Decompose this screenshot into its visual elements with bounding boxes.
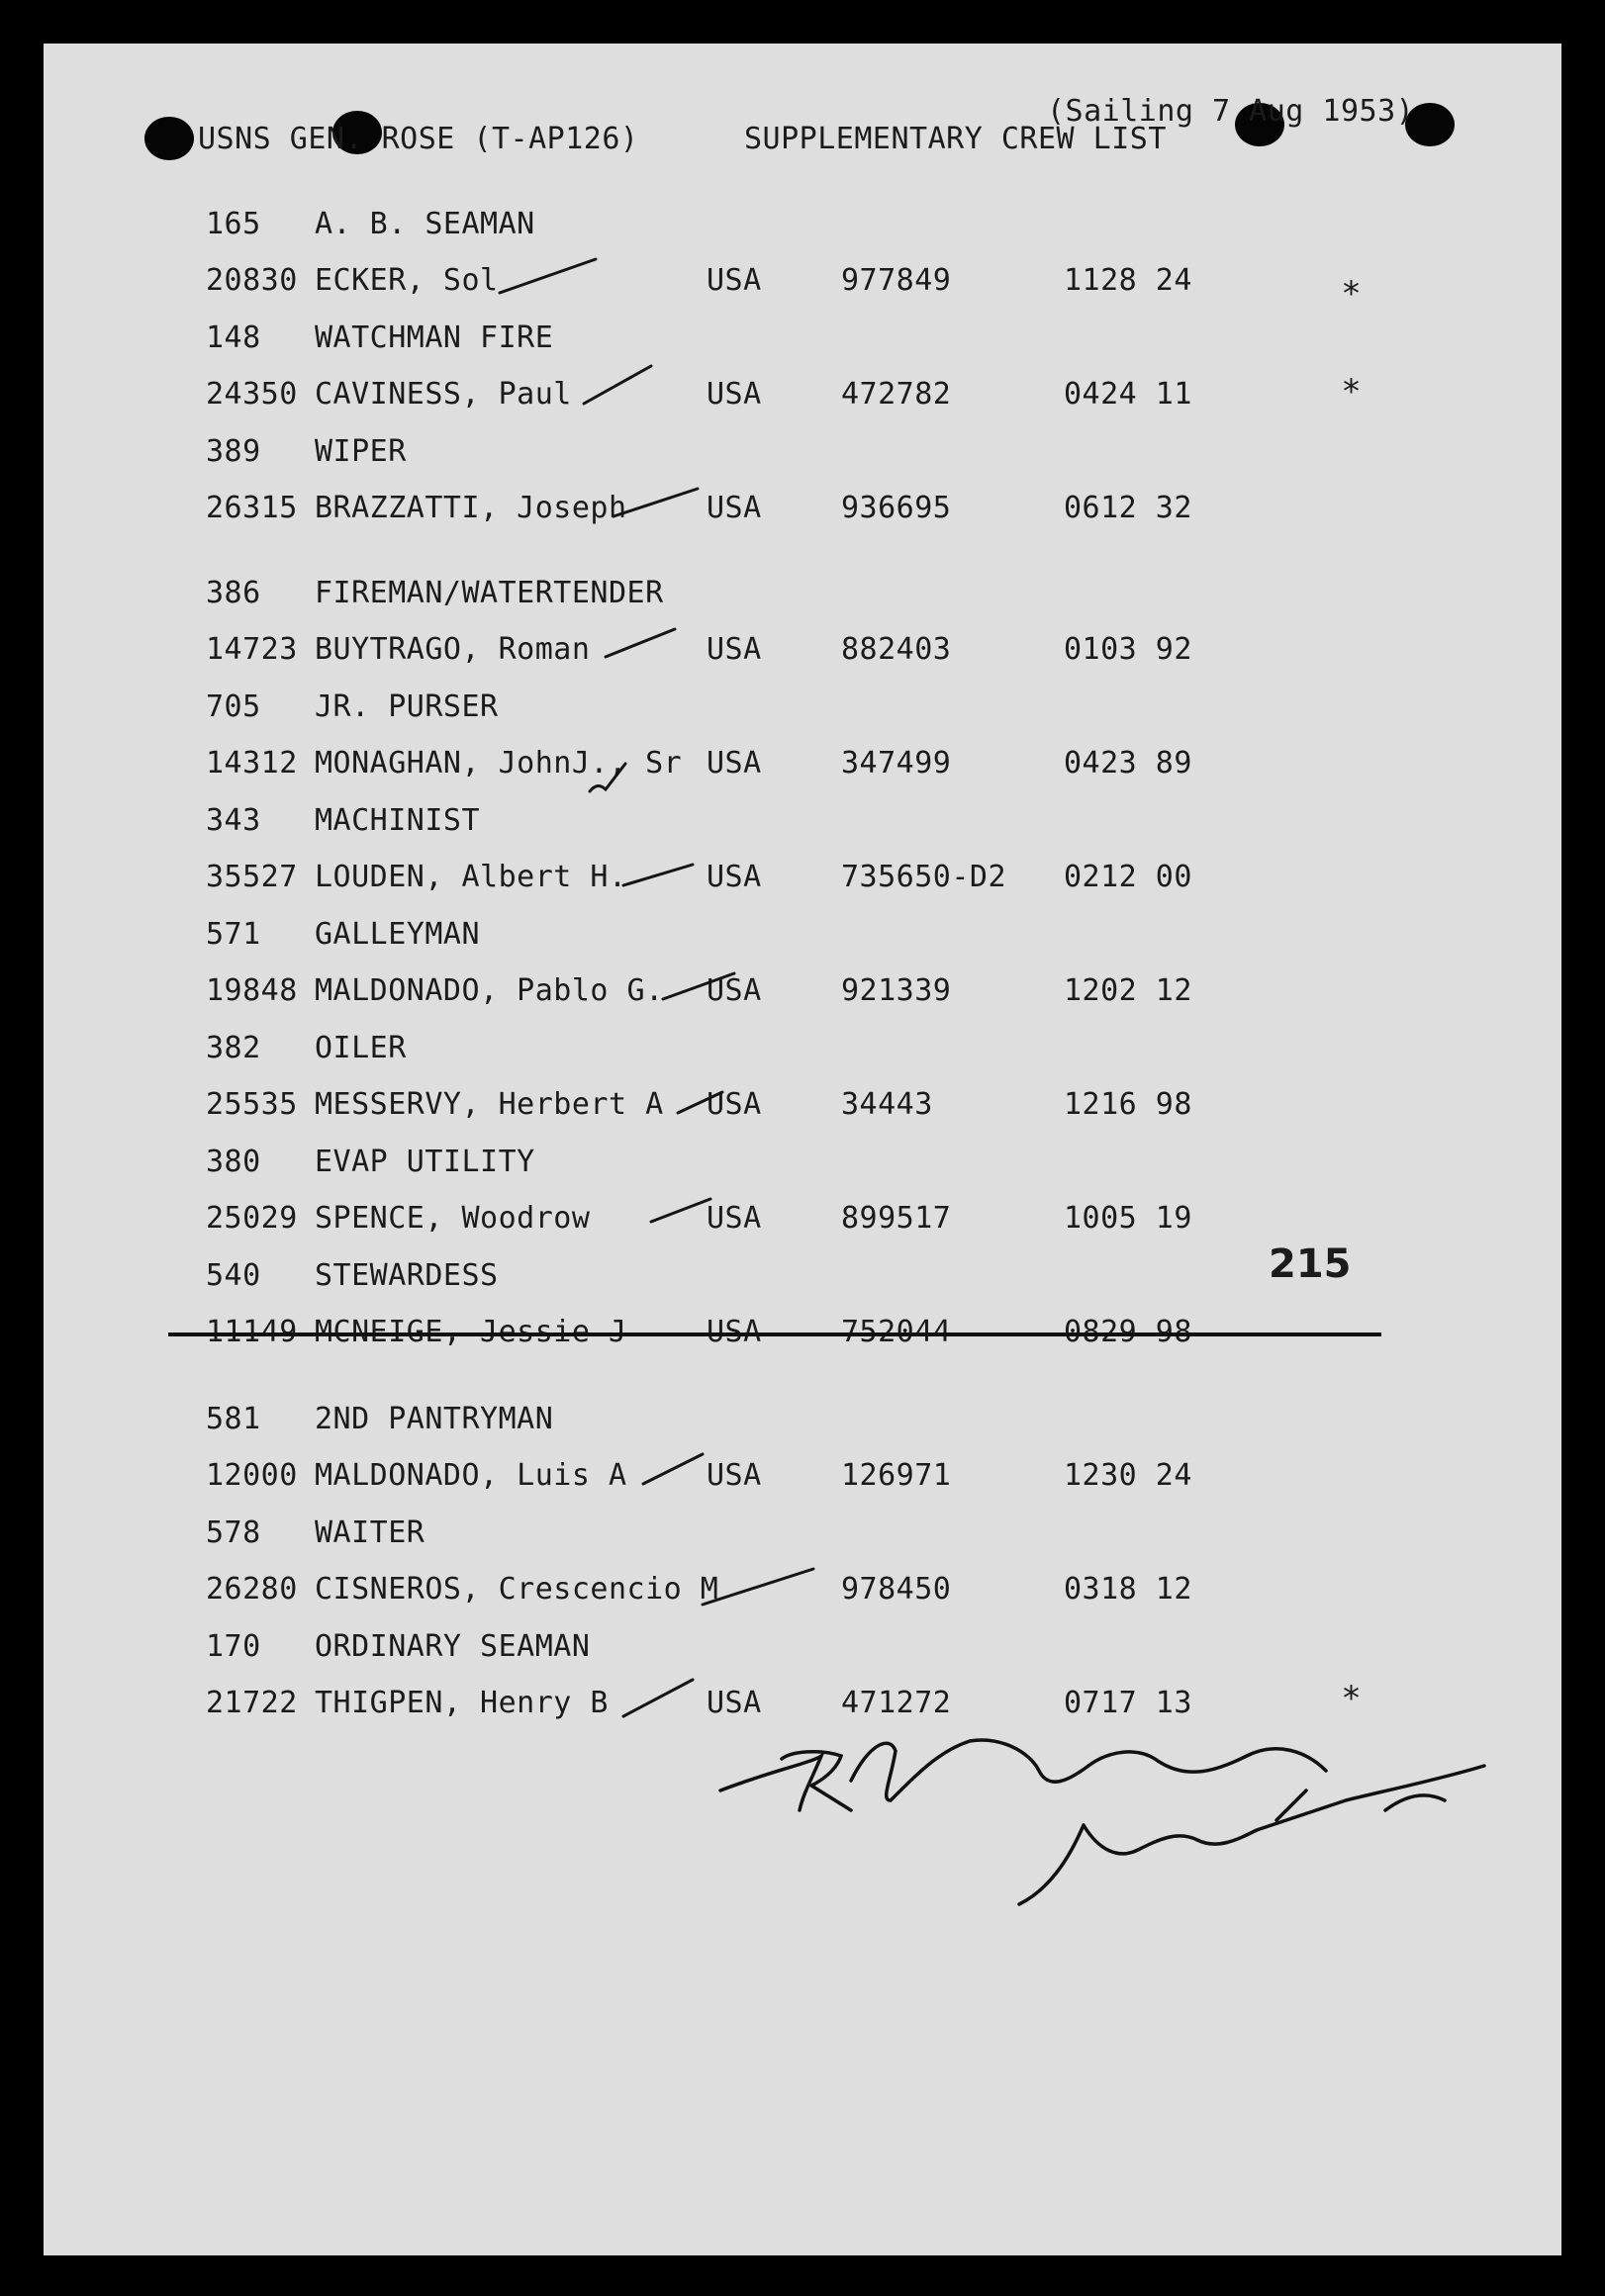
nationality: USA	[707, 1201, 762, 1236]
check-mark	[651, 1199, 710, 1222]
rating-title: FIREMAN/WATERTENDER	[315, 576, 664, 610]
rating-title: A. B. SEAMAN	[315, 207, 535, 241]
z-number: 978450	[841, 1572, 952, 1607]
book-number: 35527	[206, 860, 298, 894]
book-number: 14723	[206, 632, 298, 667]
nationality: USA	[707, 491, 762, 525]
z-number: 899517	[841, 1201, 952, 1236]
date-number: 0612 32	[1064, 491, 1192, 525]
nationality: USA	[707, 1686, 762, 1720]
date-number: 0717 13	[1064, 1686, 1192, 1720]
date-number: 1128 24	[1064, 263, 1192, 298]
sailing-date: (Sailing 7 Aug 1953)	[1047, 94, 1415, 129]
page-stamp-number: 215	[1269, 1241, 1352, 1287]
asterisk-marker: *	[1343, 274, 1360, 314]
rating-title: WATCHMAN FIRE	[315, 321, 554, 355]
crew-name: MALDONADO, Pablo G.	[315, 973, 664, 1008]
crew-name: MESSERVY, Herbert A	[315, 1087, 664, 1122]
date-number: 0318 12	[1064, 1572, 1192, 1607]
z-number: 126971	[841, 1458, 952, 1493]
crew-name: LOUDEN, Albert H.	[315, 860, 627, 894]
book-number: 14312	[206, 746, 298, 781]
book-number: 26315	[206, 491, 298, 525]
asterisk-marker: *	[1343, 1679, 1360, 1718]
date-number: 1005 19	[1064, 1201, 1192, 1236]
rating-code: 148	[206, 321, 261, 355]
rating-code: 386	[206, 576, 261, 610]
rating-title: WIPER	[315, 434, 407, 469]
check-mark	[623, 865, 693, 885]
rating-title: 2ND PANTRYMAN	[315, 1402, 554, 1436]
book-number: 25029	[206, 1201, 298, 1236]
z-number: 472782	[841, 377, 952, 412]
nationality: USA	[707, 1087, 762, 1122]
list-title: SUPPLEMENTARY CREW LIST	[744, 122, 1167, 156]
rating-title: EVAP UTILITY	[315, 1145, 535, 1179]
check-mark	[614, 489, 698, 516]
date-number: 0423 89	[1064, 746, 1192, 781]
nationality: USA	[707, 632, 762, 667]
rating-code: 389	[206, 434, 261, 469]
rating-code: 380	[206, 1145, 261, 1179]
rating-code: 705	[206, 689, 261, 724]
z-number: 936695	[841, 491, 952, 525]
rating-title: STEWARDESS	[315, 1258, 499, 1293]
nationality: USA	[707, 973, 762, 1008]
date-number: 0103 92	[1064, 632, 1192, 667]
rating-title: WAITER	[315, 1515, 425, 1550]
rating-code: 382	[206, 1031, 261, 1065]
z-number: 882403	[841, 632, 952, 667]
rating-code: 165	[206, 207, 261, 241]
z-number: 34443	[841, 1087, 933, 1122]
crew-name: THIGPEN, Henry B	[315, 1686, 609, 1720]
z-number: 471272	[841, 1686, 952, 1720]
book-number: 19848	[206, 973, 298, 1008]
rating-title: MACHINIST	[315, 803, 481, 838]
date-number: 0424 11	[1064, 377, 1192, 412]
check-mark	[590, 764, 625, 791]
check-mark	[663, 973, 734, 999]
z-number: 921339	[841, 973, 952, 1008]
check-mark	[584, 366, 651, 404]
crew-name: BRAZZATTI, Joseph	[315, 491, 627, 525]
check-mark	[703, 1569, 813, 1605]
check-mark	[500, 259, 596, 293]
crew-name: CISNEROS, Crescencio M	[315, 1572, 719, 1607]
rating-code: 578	[206, 1515, 261, 1550]
date-number: 1230 24	[1064, 1458, 1192, 1493]
crew-name: MALDONADO, Luis A	[315, 1458, 627, 1493]
rating-code: 581	[206, 1402, 261, 1436]
z-number: 977849	[841, 263, 952, 298]
nationality: USA	[707, 1458, 762, 1493]
signature-1	[720, 1740, 1326, 1810]
crew-name: BUYTRAGO, Roman	[315, 632, 591, 667]
z-number: 735650-D2	[841, 860, 1007, 894]
check-mark	[623, 1680, 693, 1716]
ship-name: USNS GEN. ROSE (T-AP126)	[198, 122, 639, 156]
rating-code: 170	[206, 1629, 261, 1664]
crew-name: SPENCE, Woodrow	[315, 1201, 591, 1236]
check-mark	[678, 1092, 722, 1113]
crew-name: MONAGHAN, JohnJ., Sr	[315, 746, 683, 781]
crew-name: CAVINESS, Paul	[315, 377, 572, 412]
rating-title: ORDINARY SEAMAN	[315, 1629, 591, 1664]
date-number: 1216 98	[1064, 1087, 1192, 1122]
check-mark	[606, 629, 675, 657]
book-number: 12000	[206, 1458, 298, 1493]
book-number: 26280	[206, 1572, 298, 1607]
nationality: USA	[707, 860, 762, 894]
nationality: USA	[707, 746, 762, 781]
rating-title: JR. PURSER	[315, 689, 499, 724]
rating-code: 571	[206, 917, 261, 952]
date-number: 1202 12	[1064, 973, 1192, 1008]
rating-code: 343	[206, 803, 261, 838]
signature-2	[1019, 1766, 1484, 1904]
book-number: 25535	[206, 1087, 298, 1122]
crew-name: ECKER, Sol	[315, 263, 499, 298]
date-number: 0212 00	[1064, 860, 1192, 894]
book-number: 21722	[206, 1686, 298, 1720]
rating-code: 540	[206, 1258, 261, 1293]
rating-title: GALLEYMAN	[315, 917, 481, 952]
rating-title: OILER	[315, 1031, 407, 1065]
book-number: 24350	[206, 377, 298, 412]
nationality: USA	[707, 263, 762, 298]
asterisk-marker: *	[1343, 372, 1360, 412]
check-mark	[643, 1454, 703, 1484]
nationality: USA	[707, 377, 762, 412]
z-number: 347499	[841, 746, 952, 781]
book-number: 20830	[206, 263, 298, 298]
